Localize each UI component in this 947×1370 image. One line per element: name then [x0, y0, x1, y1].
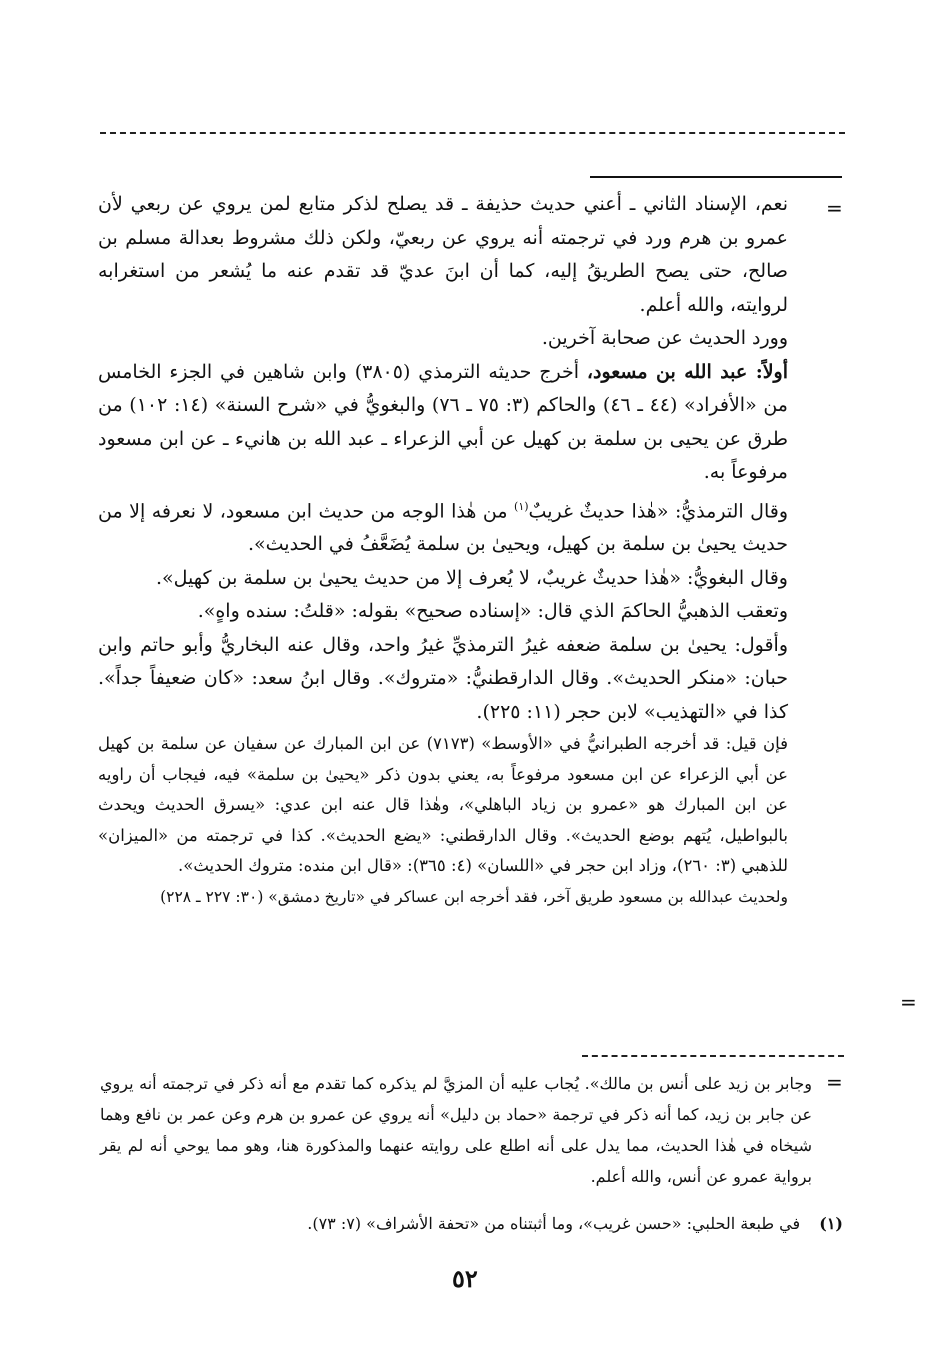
main-footnote-text	[98, 188, 788, 912]
footnote	[307, 1210, 843, 1238]
paragraph-aqulu: وأقول: يحيىٰ بن سلمة ضعفه غيرُ الترمذيِّ غيرُ واحد، وقال عنه البخاريُّ وأبو حاتم وابن حبان: «منكر الحديث». وقال الدارقطنيُّ: «متروك». وقال ابنُ سعد: «كان ضعيفاً جداً». كذا في «التهذيب» لابن حجر (١١: ٢٢٥).	[98, 633, 788, 723]
middle-dashed-divider	[582, 1055, 844, 1057]
paragraph-tirmidhi	[98, 490, 788, 562]
continuation-mark-end: =	[900, 990, 917, 1014]
footnote-ref[interactable]: (١)	[514, 499, 529, 513]
section-intro: أخرج حديثه الترمذي (٣٨٠٥) وابن شاهين في الجزء	[169, 360, 587, 383]
paragraph-objection: فإن قيل: قد أخرجه الطبرانيُّ في «الأوسط» (٧١٧٣) عن ابن المبارك عن سفيان عن سلمة بن كهيل عن أبي الزعراء عن ابن مسعود مرفوعاً به، يعني بدون ذكر «يحيىٰ بن سلمة» فيه، فيجاب أن راويه عن ابن المبارك هو «عمرو بن زياد الباهلي»، وهٰذا قال عنه ابن عدي: «يسرق الحديث ويحدث بالبواطيل، يُتهم بوضع الحديث». وقال الدارقطني: «يضع الحديث». كذا في ترجمته من «الميزان» للذهبي (٣: ٢٦٠)، وزاد ابن حجر في «اللسان» (٤: ٣٦٥): «قال ابن منده: متروك الحديث».	[98, 734, 788, 876]
tirmidhi-quote-rest: من هٰذا الوجه من حديث ابن مسعود، لا نعرفه إلا من حديث يحيىٰ بن سلمة بن كهيل، ويحيىٰ بن سلمة يُضَعَّفُ في الحديث».	[98, 499, 788, 556]
paragraph-baghawi: وقال البغويُّ: «هٰذا حديثٌ غريبٌ، لا يُعرف إلا من حديث يحيىٰ بن سلمة بن كهيل».	[155, 566, 788, 589]
note-paragraph: وجابر بن زيد على أنس بن مالك». يُجاب عليه أن المزيَّ لم يذكره كما تقدم مع أنه ذكر في ترجمته أنه يروي عن جابر بن زيد، كما أنه ذكر في ترجمة «حماد بن دليل» أنه يروي عن عمرو بن هرم وعن عمر بن نافع وهما شيخاه في هٰذا الحديث، مما يدل على أنه اطلع على روايته عنهما والمذكورة هنا، وهو مما يوحي أنه لم يقر برواية عمرو عن أنس، والله أعلم.	[100, 1074, 812, 1186]
continuation-mark-note: =	[826, 1070, 843, 1094]
section-label: أولاً: عبد الله بن مسعود،	[586, 360, 788, 383]
footnote-number: (١)	[819, 1214, 843, 1233]
footnote-text: في طبعة الحلبي: «حسن غريب»، وما أثبتناه من «تحفة الأشراف» (٧: ٧٣).	[307, 1214, 801, 1233]
tirmidhi-quote-start: وقال الترمذيُّ: «هٰذا حديثٌ غريبٌ	[528, 499, 788, 522]
top-dashed-divider	[100, 132, 845, 134]
paragraph-ibn-masud-cont: الخامس من «الأفراد» (٤٤ ـ ٤٦) والحاكم (٣: ٧٥ ـ ٧٦) والبغويُّ في «شرح السنة» (١٤: ١٠٢) من طرق عن يحيى بن سلمة بن كهيل عن أبي الزعراء ـ عبد الله بن هانيء ـ عن ابن مسعود مرفوعاً به.	[98, 360, 788, 483]
page-number: ٥٢	[452, 1264, 478, 1293]
paragraph-hudhayfa: نعم، الإسناد الثاني ـ أعني حديث حذيفة ـ قد يصلح لذكر متابع لمن يروي عن ربعي لأن عمرو بن هرم ورد في ترجمته أنه يروي عن ربعيّ، ولكن ذلك مشروط بعدالة مسلم بن صالح، حتى يصح الطريقُ إليه، كما أن ابنَ عديّ قد تقدم عنه ما يُشعر من استغرابه لروايته، والله أعلم.	[98, 193, 788, 316]
continuation-mark: =	[826, 196, 843, 220]
paragraph-other-companions: وورد الحديث عن صحابة آخرين.	[541, 327, 788, 349]
top-rule	[590, 176, 842, 178]
paragraph-ibn-asakir: ولحديث عبدالله بن مسعود طريق آخر، فقد أخرجه ابن عساكر في «تاريخ دمشق» (٣٠: ٢٢٧ ـ ٢٢٨)	[160, 887, 788, 906]
paragraph-ibn-masud	[98, 356, 788, 490]
paragraph-dhahabi: وتعقب الذهبيُّ الحاكمَ الذي قال: «إسناده صحيح» بقوله: «قلتُ: سنده واهٍ».	[197, 600, 788, 623]
previous-page-note	[100, 1068, 812, 1192]
